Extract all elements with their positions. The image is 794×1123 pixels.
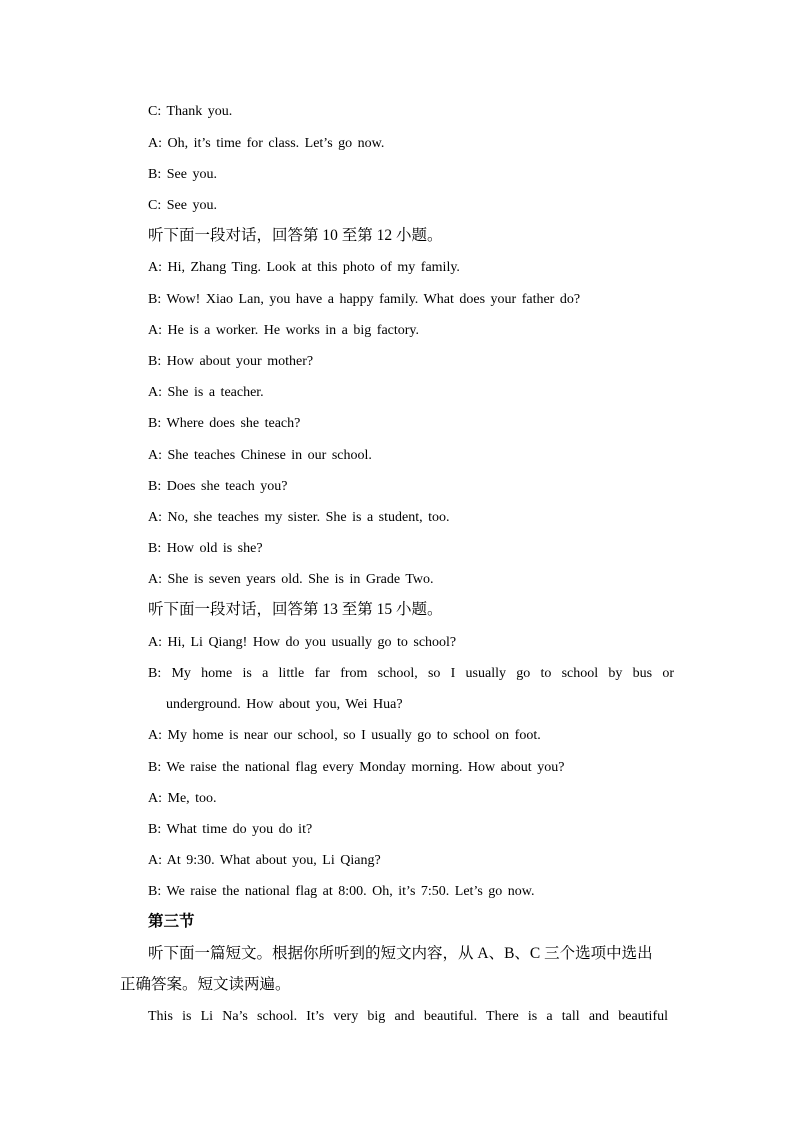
section-instruction: 听下面一段对话，回答第 10 至第 12 小题。 (148, 227, 443, 244)
dialogue-line: B: Does she teach you? (148, 479, 288, 494)
dialogue-line: A: She is a teacher. (148, 385, 264, 400)
dialogue-line: A: She teaches Chinese in our school. (148, 448, 372, 463)
dialogue-line: C: Thank you. (148, 104, 233, 119)
section-heading: 第三节 (148, 913, 195, 930)
dialogue-line: A: At 9:30. What about you, Li Qiang? (148, 853, 381, 868)
dialogue-line: A: Oh, it’s time for class. Let’s go now. (148, 136, 385, 151)
dialogue-line: A: No, she teaches my sister. She is a student, too. (148, 510, 450, 525)
section-instruction: 听下面一篇短文。根据你所听到的短文内容，从 A、B、C 三个选项中选出 (148, 945, 653, 962)
dialogue-line: B: What time do you do it? (148, 822, 313, 837)
dialogue-line: B: We raise the national flag at 8:00. Oh, it’s 7:50. Let’s go now. (148, 884, 535, 899)
dialogue-line: A: She is seven years old. She is in Grade Two. (148, 572, 434, 587)
dialogue-line-continuation: underground. How about you, Wei Hua? (166, 697, 403, 712)
dialogue-line: B: See you. (148, 167, 217, 182)
dialogue-line: B: Wow! Xiao Lan, you have a happy family. What does your father do? (148, 292, 581, 307)
dialogue-line: A: My home is near our school, so I usually go to school on foot. (148, 728, 541, 743)
section-instruction: 听下面一段对话，回答第 13 至第 15 小题。 (148, 601, 443, 618)
dialogue-line: A: Hi, Li Qiang! How do you usually go to school? (148, 635, 457, 650)
section-instruction-continuation: 正确答案。短文读两遍。 (120, 976, 291, 993)
dialogue-line: A: Hi, Zhang Ting. Look at this photo of my family. (148, 260, 460, 275)
dialogue-line: A: Me, too. (148, 791, 217, 806)
dialogue-line: C: See you. (148, 198, 217, 213)
dialogue-line: A: He is a worker. He works in a big factory. (148, 323, 420, 338)
dialogue-line: B: Where does she teach? (148, 416, 301, 431)
passage-text: This is Li Na’s school. It’s very big and beautiful. There is a tall and beautiful (148, 1009, 668, 1024)
dialogue-line: B: My home is a little far from school, so I usually go to school by bus or (148, 666, 674, 681)
dialogue-line: B: We raise the national flag every Monday morning. How about you? (148, 760, 565, 775)
dialogue-line: B: How about your mother? (148, 354, 314, 369)
dialogue-line: B: How old is she? (148, 541, 263, 556)
